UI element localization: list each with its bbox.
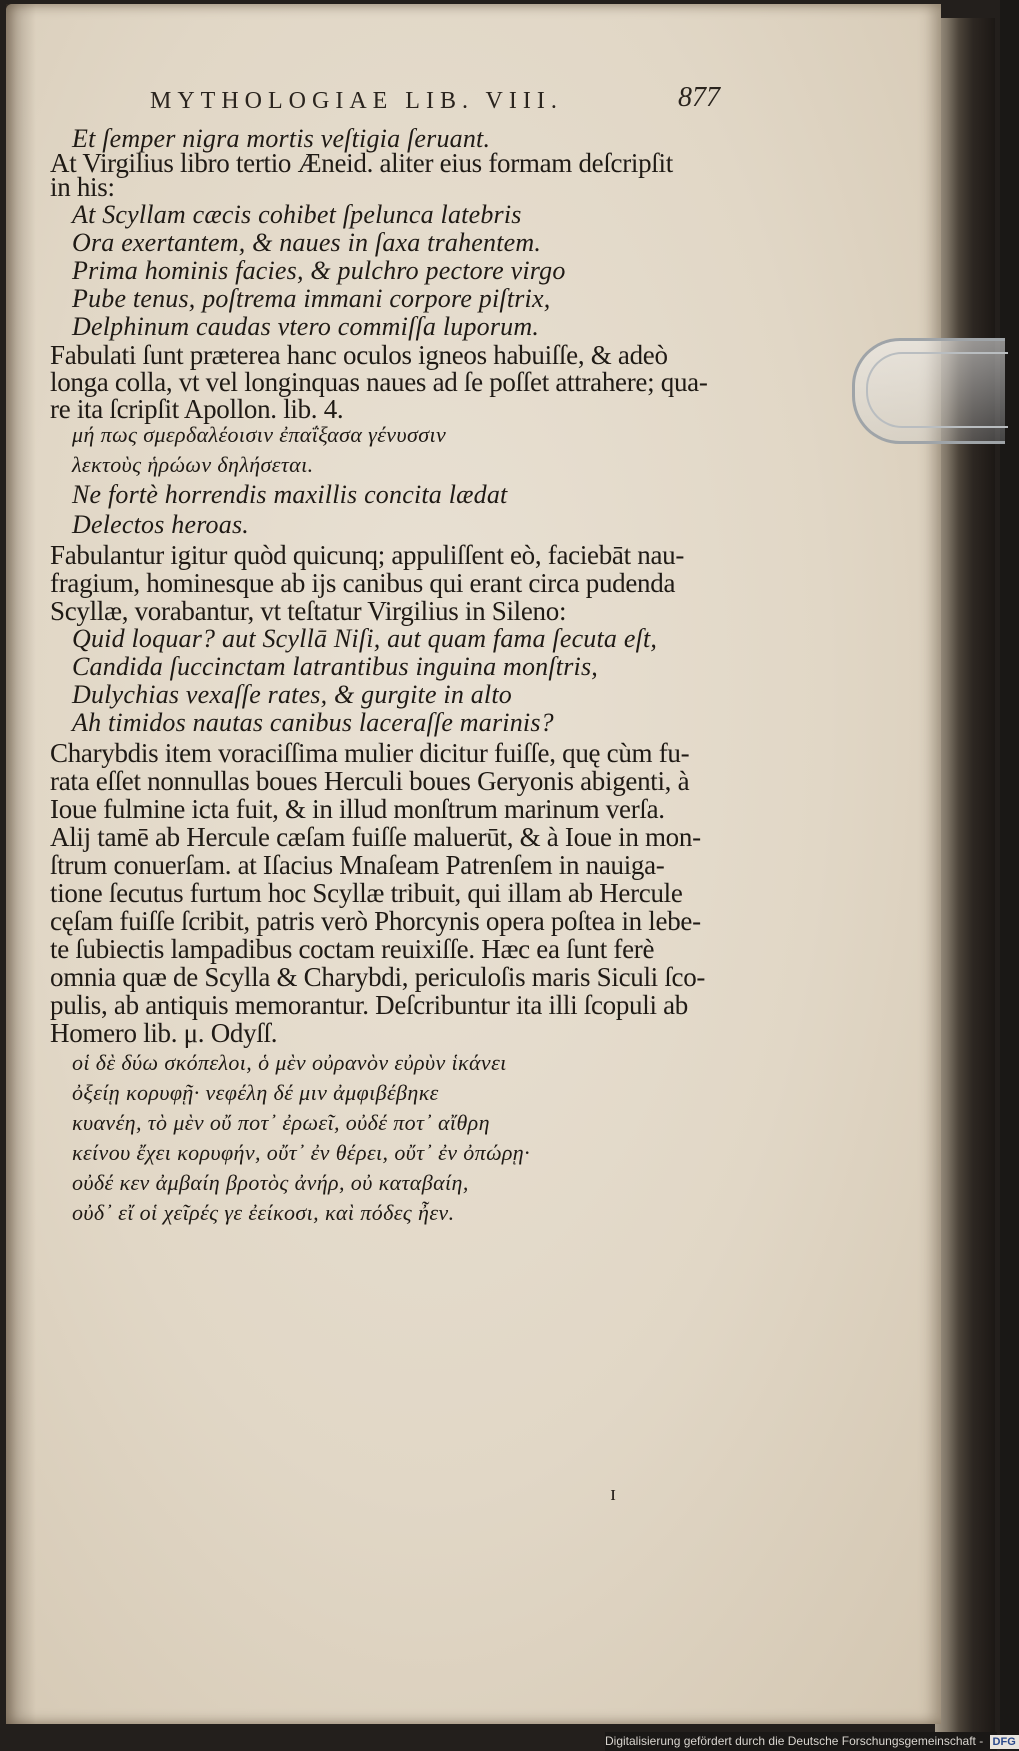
text-line: rata eſſet nonnullas boues Herculi boues Geryonis abigenti, à [50, 766, 690, 796]
text-line: Et ſemper nigra mortis veſtigia ſeruant. [72, 124, 491, 153]
running-title: MYTHOLOGIAE LIB. VIII. [150, 88, 563, 114]
text-line: omnia quæ de Scylla & Charybdi, periculoſis maris Siculi ſco- [50, 962, 706, 992]
text-line: Alij tamē ab Hercule cæſam fuiſſe maluerūt, & à Ioue in mon- [50, 822, 701, 852]
text-line: κείνου ἔχει κορυφήν, οὔτ᾽ ἐν θέρει, οὔτ᾽ ἐν ὀπώρῃ· [72, 1140, 531, 1165]
text-line: Pube tenus, poſtrema immani corpore piſtrix, [72, 284, 551, 313]
page-clip-inner [866, 352, 1008, 428]
text-line: re ita ſcripſit Apollon. lib. 4. [50, 394, 344, 424]
text-line: Quid loquar? aut Scyllā Niſi, aut quam fama ſecuta eſt, [72, 624, 658, 653]
text-line: Prima hominis facies, & pulchro pectore virgo [72, 256, 566, 285]
text-line: Ah timidos nautas canibus laceraſſe marinis? [72, 708, 554, 737]
text-line: οὐδέ κεν ἀμβαίη βροτὸς ἀνήρ, οὐ καταβαίη, [72, 1170, 469, 1195]
text-line: ſtrum conuerſam. at Iſacius Mnaſeam Patrenſem in nauiga- [50, 850, 665, 880]
text-line: Fabulati ſunt præterea hanc oculos igneos habuiſſe, & adeò [50, 340, 668, 370]
text-line: Dulychias vexaſſe rates, & gurgite in alto [72, 680, 512, 709]
credit-text: Digitalisierung gefördert durch die Deutsche Forschungsgemeinschaft - [605, 1734, 984, 1748]
text-line: Delphinum caudas vtero commiſſa luporum. [72, 312, 540, 341]
text-line: λεκτοὺς ἡρώων δηλήσεται. [72, 452, 314, 477]
text-line: κυανέη, τὸ μὲν οὔ ποτ᾽ ἐρωεῖ, οὐδέ ποτ᾽ αἴθρη [72, 1110, 490, 1135]
text-line: Scyllæ, vorabantur, vt teſtatur Virgilius in Sileno: [50, 596, 567, 626]
text-line: οὐδ᾽ εἴ οἱ χεῖρές γε ἐείκοσι, καὶ πόδες ἦεν. [72, 1200, 455, 1225]
text-line: pulis, ab antiquis memorantur. Deſcribuntur ita illi ſcopuli ab [50, 990, 688, 1020]
text-line: Fabulantur igitur quòd quicunq; appuliſſent eò, faciebāt nau- [50, 540, 685, 570]
text-line: οἱ δὲ δύω σκόπελοι, ὁ μὲν οὐρανὸν εὐρὺν ἱκάνει [72, 1050, 507, 1075]
text-line: Ora exertantem, & naues in ſaxa trahentem. [72, 228, 542, 257]
text-line: At Virgilius libro tertio Æneid. aliter eius formam deſcripſit [50, 148, 673, 178]
text-line: tione ſecutus furtum hoc Scyllæ tribuit, qui illam ab Hercule [50, 878, 683, 908]
text-line: Ioue fulmine icta fuit, & in illud monſtrum marinum verſa. [50, 794, 665, 824]
text-line: fragium, hominesque ab ijs canibus qui erant circa pudenda [50, 568, 676, 598]
text-line: Charybdis item voraciſſima mulier dicitur fuiſſe, quę cùm fu- [50, 738, 690, 768]
dfg-logo: DFG [990, 1735, 1019, 1749]
text-line: cęſam fuiſſe ſcribit, patris verò Phorcynis opera poſtea in lebe- [50, 906, 701, 936]
book-edge [935, 18, 995, 1733]
text-line: Delectos heroas. [72, 510, 249, 539]
page-number: 877 [678, 82, 720, 113]
text-line: ὀξείῃ κορυφῇ· νεφέλη δέ μιν ἀμφιβέβηκε [72, 1080, 439, 1105]
text-line: μή πως σμερδαλέοισιν ἐπαΐξασα γένυσσιν [72, 422, 447, 447]
signature-mark: ɪ [610, 1480, 617, 1505]
text-line: Candida ſuccinctam latrantibus inguina monſtris, [72, 652, 598, 681]
digitization-credit [605, 1732, 1016, 1751]
text-line: longa colla, vt vel longinquas naues ad ſe poſſet attrahere; qua- [50, 367, 708, 397]
text-line: Homero lib. μ. Odyſſ. [50, 1018, 278, 1048]
text-line: te ſubiectis lampadibus coctam reuixiſſe. Hæc ea ſunt ferè [50, 934, 655, 964]
text-line: At Scyllam cæcis cohibet ſpelunca latebris [72, 200, 522, 229]
text-line: Ne fortè horrendis maxillis concita lædat [72, 480, 508, 509]
text-line: in his: [50, 172, 115, 202]
